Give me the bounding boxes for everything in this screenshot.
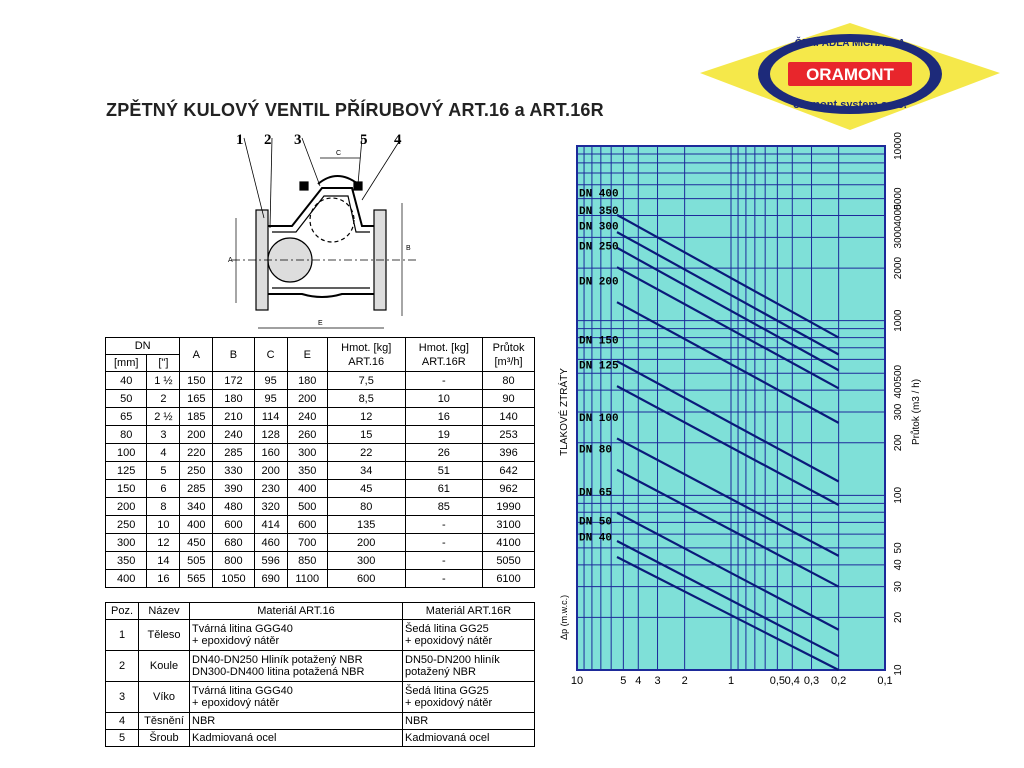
col-mat16r: Materiál ART.16R <box>403 603 535 620</box>
table-cell: 962 <box>483 480 535 498</box>
table-cell: 200 <box>327 534 405 552</box>
table-cell: 480 <box>213 498 255 516</box>
table-cell: 400 <box>106 570 147 588</box>
table-cell: 12 <box>147 534 180 552</box>
table-cell: 95 <box>254 372 287 390</box>
table-cell: 5050 <box>483 552 535 570</box>
table-cell: 505 <box>180 552 213 570</box>
table-cell: 200 <box>106 498 147 516</box>
material-poz: 5 <box>106 730 139 747</box>
table-cell: - <box>405 534 483 552</box>
material-art16r: DN50-DN200 hliník potažený NBR <box>403 651 535 682</box>
table-cell: 300 <box>106 534 147 552</box>
material-poz: 1 <box>106 620 139 651</box>
oramont-logo <box>700 18 1000 133</box>
table-cell: 690 <box>254 570 287 588</box>
table-cell: 200 <box>287 390 327 408</box>
col-nazev: Název <box>139 603 190 620</box>
table-cell: 500 <box>287 498 327 516</box>
material-art16: Tvárná litina GGG40 + epoxidový nátěr <box>190 620 403 651</box>
table-cell: 800 <box>213 552 255 570</box>
table-cell: 260 <box>287 426 327 444</box>
y-tick-label: 300 <box>893 403 904 421</box>
table-cell: 850 <box>287 552 327 570</box>
y-tick-label: 200 <box>893 434 904 452</box>
dim-c-label: C <box>336 150 342 157</box>
table-cell: 285 <box>180 480 213 498</box>
series-label: DN 65 <box>579 487 613 500</box>
table-cell: 61 <box>405 480 483 498</box>
table-cell: 80 <box>106 426 147 444</box>
table-cell: 1 ½ <box>147 372 180 390</box>
table-cell: 150 <box>180 372 213 390</box>
table-cell: 340 <box>180 498 213 516</box>
y-tick-label: 30 <box>893 581 904 593</box>
y-tick-label: 500 <box>893 364 904 382</box>
x-tick-label: 3 <box>654 675 661 687</box>
table-cell: 2 <box>147 390 180 408</box>
table-cell: 320 <box>254 498 287 516</box>
table-cell: 125 <box>106 462 147 480</box>
x-tick-label: 1 <box>727 675 735 687</box>
material-name: Šroub <box>139 730 190 747</box>
table-cell: 450 <box>180 534 213 552</box>
table-cell: 15 <box>327 426 405 444</box>
col-dn: DN <box>106 338 180 355</box>
table-cell: 100 <box>106 444 147 462</box>
table-cell: 200 <box>254 462 287 480</box>
table-cell: 400 <box>180 516 213 534</box>
logo-top-text: ČERPADLA MÍCHADLA <box>794 38 906 49</box>
table-cell: 8 <box>147 498 180 516</box>
material-row <box>106 713 535 730</box>
table-row <box>106 390 535 408</box>
table-cell: 240 <box>287 408 327 426</box>
table-cell: 5 <box>147 462 180 480</box>
y-tick-label: 3000 <box>893 226 904 249</box>
table-cell: 34 <box>327 462 405 480</box>
series-label: DN 400 <box>579 188 619 201</box>
y-axis-label: Průtok (m3 / h) <box>911 378 922 446</box>
table-cell: 300 <box>287 444 327 462</box>
series-label: DN 300 <box>579 221 619 234</box>
x-tick-label: 0,1 <box>877 675 893 687</box>
table-cell: 250 <box>180 462 213 480</box>
table-cell: 180 <box>287 372 327 390</box>
material-art16r: Šedá litina GG25 + epoxidový nátěr <box>403 682 535 713</box>
dimensions-table <box>105 337 535 588</box>
y-tick-label: 20 <box>893 611 904 623</box>
table-cell: 22 <box>327 444 405 462</box>
callout-5: 5 <box>360 132 368 148</box>
x-tick-label: 10 <box>570 675 584 687</box>
side-label: TLAKOVÉ ZTRÁTY <box>559 368 570 456</box>
table-cell: 80 <box>483 372 535 390</box>
series-label: DN 350 <box>579 206 619 219</box>
x-tick-label: 4 <box>635 675 642 687</box>
col-poz: Poz. <box>106 603 139 620</box>
table-cell: 600 <box>213 516 255 534</box>
col-weight-16: Hmot. [kg] ART.16 <box>327 338 405 372</box>
table-cell: 565 <box>180 570 213 588</box>
x-tick-label: 0,2 <box>830 675 847 687</box>
table-cell: 1050 <box>213 570 255 588</box>
table-cell: 596 <box>254 552 287 570</box>
col-weight-16r: Hmot. [kg] ART.16R <box>405 338 483 372</box>
table-cell: 19 <box>405 426 483 444</box>
material-poz: 3 <box>106 682 139 713</box>
x-tick-label: 5 <box>620 675 627 687</box>
material-art16: DN40-DN250 Hliník potažený NBR DN300-DN400 litina potažená NBR <box>190 651 403 682</box>
y-tick-label: 400 <box>893 381 904 399</box>
table-cell: 65 <box>106 408 147 426</box>
table-cell: - <box>405 552 483 570</box>
page-title: ZPĚTNÝ KULOVÝ VENTIL PŘÍRUBOVÝ ART.16 a ART.16R <box>106 100 604 120</box>
series-label: DN 150 <box>579 335 619 348</box>
series-label: DN 50 <box>579 516 613 529</box>
table-cell: - <box>405 570 483 588</box>
table-cell: 165 <box>180 390 213 408</box>
x-tick-label: 0,4 <box>784 675 800 687</box>
series-label: DN 80 <box>579 444 613 457</box>
table-row <box>106 516 535 534</box>
materials-table <box>105 602 535 747</box>
col-inch: ["] <box>147 355 180 372</box>
table-cell: 230 <box>254 480 287 498</box>
table-cell: 114 <box>254 408 287 426</box>
table-cell: 51 <box>405 462 483 480</box>
material-poz: 4 <box>106 713 139 730</box>
table-cell: 3100 <box>483 516 535 534</box>
table-cell: 45 <box>327 480 405 498</box>
table-cell: 253 <box>483 426 535 444</box>
y-tick-label: 2000 <box>893 256 904 280</box>
col-c: C <box>254 338 287 372</box>
table-cell: 160 <box>254 444 287 462</box>
material-art16: NBR <box>190 713 403 730</box>
table-cell: 16 <box>147 570 180 588</box>
table-cell: 1100 <box>287 570 327 588</box>
table-cell: 85 <box>405 498 483 516</box>
table-cell: 180 <box>213 390 255 408</box>
material-row <box>106 651 535 682</box>
table-cell: 12 <box>327 408 405 426</box>
table-cell: 642 <box>483 462 535 480</box>
col-mat16: Materiál ART.16 <box>190 603 403 620</box>
table-row <box>106 570 535 588</box>
y-tick-label: 100 <box>893 486 904 504</box>
x-tick-label: 2 <box>681 675 688 687</box>
table-cell: 95 <box>254 390 287 408</box>
dim-b-label: B <box>406 245 411 252</box>
table-row <box>106 552 535 570</box>
y-tick-label: 40 <box>893 559 904 571</box>
table-cell: 2 ½ <box>147 408 180 426</box>
table-row <box>106 534 535 552</box>
table-cell: 240 <box>213 426 255 444</box>
table-cell: 16 <box>405 408 483 426</box>
table-cell: 600 <box>287 516 327 534</box>
series-label: DN 40 <box>579 532 613 545</box>
table-cell: 200 <box>180 426 213 444</box>
callout-2: 2 <box>264 132 272 148</box>
table-cell: 396 <box>483 444 535 462</box>
table-cell: 7,5 <box>327 372 405 390</box>
table-cell: 350 <box>287 462 327 480</box>
table-cell: 700 <box>287 534 327 552</box>
material-art16r: NBR <box>403 713 535 730</box>
table-cell: 4100 <box>483 534 535 552</box>
table-cell: 210 <box>213 408 255 426</box>
table-cell: - <box>405 372 483 390</box>
logo-brand: ORAMONT <box>806 65 894 84</box>
table-cell: 80 <box>327 498 405 516</box>
table-cell: 150 <box>106 480 147 498</box>
series-label: DN 125 <box>579 360 619 373</box>
table-cell: 10 <box>147 516 180 534</box>
material-art16r: Šedá litina GG25 + epoxidový nátěr <box>403 620 535 651</box>
material-name: Těleso <box>139 620 190 651</box>
pressure-loss-chart <box>555 130 995 690</box>
table-cell: 140 <box>483 408 535 426</box>
material-art16r: Kadmiovaná ocel <box>403 730 535 747</box>
table-cell: 8,5 <box>327 390 405 408</box>
table-cell: 300 <box>327 552 405 570</box>
material-row <box>106 620 535 651</box>
y-tick-label: 1000 <box>893 309 904 332</box>
x-tick-label: 0,5 <box>769 675 786 687</box>
table-cell: 285 <box>213 444 255 462</box>
series-label: DN 250 <box>579 241 619 254</box>
table-row <box>106 444 535 462</box>
callout-3: 3 <box>294 132 302 148</box>
y-tick-label: 4000 <box>893 204 904 227</box>
table-cell: 14 <box>147 552 180 570</box>
table-cell: 1990 <box>483 498 535 516</box>
table-cell: 6 <box>147 480 180 498</box>
y-tick-label: 50 <box>893 542 904 554</box>
table-row <box>106 498 535 516</box>
col-e: E <box>287 338 327 372</box>
table-cell: 390 <box>213 480 255 498</box>
col-a: A <box>180 338 213 372</box>
table-cell: 6100 <box>483 570 535 588</box>
logo-bottom-text: oramont system s.r.o. <box>793 99 907 111</box>
table-cell: 128 <box>254 426 287 444</box>
material-name: Těsnění <box>139 713 190 730</box>
table-cell: 50 <box>106 390 147 408</box>
table-row <box>106 426 535 444</box>
y-tick-label: 5000 <box>893 187 904 210</box>
table-cell: 172 <box>213 372 255 390</box>
table-cell: 350 <box>106 552 147 570</box>
y-tick-label: 10000 <box>893 132 904 160</box>
table-cell: 90 <box>483 390 535 408</box>
table-cell: 40 <box>106 372 147 390</box>
table-cell: 26 <box>405 444 483 462</box>
callout-4: 4 <box>394 132 402 148</box>
table-cell: - <box>405 516 483 534</box>
table-cell: 4 <box>147 444 180 462</box>
table-row <box>106 372 535 390</box>
callout-1: 1 <box>236 132 244 148</box>
material-poz: 2 <box>106 651 139 682</box>
table-cell: 10 <box>405 390 483 408</box>
series-label: DN 200 <box>579 276 619 289</box>
table-cell: 680 <box>213 534 255 552</box>
valve-drawing <box>222 128 432 340</box>
x-axis-label: Δp (m.w.c.) <box>559 594 569 640</box>
table-cell: 220 <box>180 444 213 462</box>
table-cell: 250 <box>106 516 147 534</box>
col-flow: Průtok [m³/h] <box>483 338 535 372</box>
material-row <box>106 682 535 713</box>
material-art16: Kadmiovaná ocel <box>190 730 403 747</box>
table-cell: 3 <box>147 426 180 444</box>
material-name: Koule <box>139 651 190 682</box>
dim-e-label: E <box>318 320 323 327</box>
table-cell: 135 <box>327 516 405 534</box>
table-cell: 600 <box>327 570 405 588</box>
table-cell: 330 <box>213 462 255 480</box>
table-row <box>106 480 535 498</box>
material-row <box>106 730 535 747</box>
col-mm: [mm] <box>106 355 147 372</box>
table-cell: 400 <box>287 480 327 498</box>
material-art16: Tvárná litina GGG40 + epoxidový nátěr <box>190 682 403 713</box>
material-name: Víko <box>139 682 190 713</box>
table-row <box>106 408 535 426</box>
table-cell: 414 <box>254 516 287 534</box>
x-tick-label: 0,3 <box>803 675 820 687</box>
table-cell: 185 <box>180 408 213 426</box>
series-label: DN 100 <box>579 413 619 426</box>
table-cell: 460 <box>254 534 287 552</box>
dim-a-label: A <box>228 257 233 264</box>
table-row <box>106 462 535 480</box>
col-b: B <box>213 338 255 372</box>
y-tick-label: 10 <box>893 664 904 676</box>
